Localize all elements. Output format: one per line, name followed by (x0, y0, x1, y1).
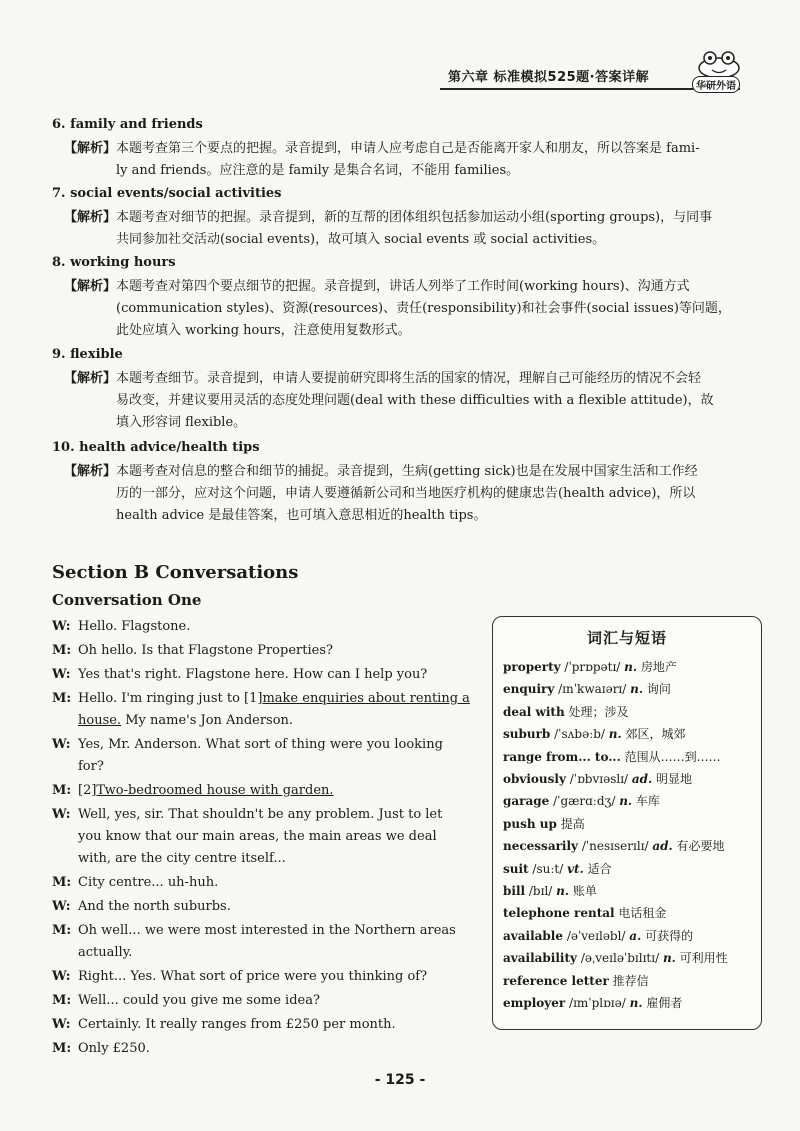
vocab-item (503, 835, 761, 857)
speaker: M: (52, 643, 72, 658)
dialogue-line (52, 804, 484, 870)
chapter-title: 第六章 标准模拟525题·答案详解 (448, 70, 650, 85)
answer-heading: 6. family and friends (52, 117, 203, 132)
vocab-phonetic: /bɪl/ (525, 884, 557, 899)
section-title: Section B Conversations (52, 562, 299, 583)
utterance: Certainly. It really ranges from £250 per month. (78, 1017, 396, 1032)
explanation-line: 历的一部分，应对这个问题，申请人要遵循新公司和当地医疗机构的健康忠告(health advice)，所以 (116, 486, 696, 501)
speaker: W: (52, 667, 71, 682)
dialogue-line (52, 734, 484, 778)
vocab-meaning: 可利用性 (675, 951, 728, 966)
utterance: Yes that's right. Flagstone here. How can I help you? (78, 667, 428, 682)
speaker: W: (52, 807, 71, 822)
answer-7 (52, 183, 712, 251)
explanation-line: ly and friends。应注意的是 family 是集合名词，不能用 families。 (116, 163, 520, 178)
vocab-word: available (503, 928, 563, 943)
frog-icon (690, 48, 748, 78)
vocab-word: telephone rental (503, 906, 615, 921)
answer-heading: 8. working hours (52, 255, 176, 270)
vocab-pos: n. (556, 884, 570, 899)
utterance: [2]Two-bedroomed house with garden. (78, 783, 334, 798)
answer-explanation (52, 138, 700, 182)
speaker: W: (52, 899, 71, 914)
dialogue-line (52, 1014, 484, 1036)
vocab-item (503, 858, 761, 880)
dialogue-line (52, 990, 484, 1012)
vocab-phonetic: /ˈnesɪserɪlɪ/ (578, 839, 653, 854)
vocab-word: suit (503, 861, 529, 876)
vocab-phonetic: /ˈgærɑːdʒ/ (549, 794, 620, 809)
vocab-item (503, 768, 761, 790)
answer-blank-2: Two-bedroomed house with garden. (96, 783, 334, 798)
vocab-phonetic: /ˈsʌbəːb/ (550, 727, 609, 742)
answer-explanation (52, 207, 712, 251)
answer-explanation (52, 368, 714, 434)
vocab-item (503, 813, 761, 835)
dialogue-line (52, 780, 484, 802)
vocab-phonetic: /ˈprɒpətɪ/ (560, 660, 625, 674)
vocab-pos: n. (608, 727, 622, 742)
utterance: City centre... uh-huh. (78, 875, 219, 890)
dialogue-line (52, 1038, 484, 1060)
answer-10 (52, 437, 698, 527)
utterance: Oh hello. Is that Flagstone Properties? (78, 643, 333, 658)
logo-text: 华研外语 (692, 76, 740, 93)
vocab-item (503, 656, 761, 678)
vocab-pos: n. (624, 660, 638, 674)
dialogue-line (52, 872, 484, 894)
vocab-meaning: 推荐信 (612, 973, 649, 988)
vocab-meaning: 提高 (560, 816, 585, 831)
speaker: W: (52, 969, 71, 984)
explanation-line: 本题考查细节。录音提到，申请人要提前研究即将生活的国家的情况，理解自己可能经历的情况不会轻 (116, 371, 702, 386)
answer-blank-1: make enquiries about renting a house. (78, 691, 470, 728)
vocab-item (503, 880, 761, 902)
utterance-text: My name's Jon Anderson. (121, 713, 294, 728)
explanation-line: 填入形容词 flexible。 (116, 415, 247, 430)
vocab-item (503, 970, 761, 992)
vocab-word: property (503, 660, 561, 674)
vocab-phonetic: /əˈveɪləbl/ (563, 928, 630, 943)
vocab-word: employer (503, 996, 566, 1011)
vocab-item (503, 790, 761, 812)
explanation-line: 此处应填入 working hours，注意使用复数形式。 (116, 323, 411, 338)
conversation-title: Conversation One (52, 591, 202, 609)
vocabulary-box (492, 616, 762, 1030)
vocab-meaning: 明显地 (652, 772, 693, 787)
vocab-pos: n. (629, 996, 643, 1011)
vocab-meaning: 郊区，城郊 (621, 727, 686, 742)
vocab-meaning: 询问 (643, 682, 671, 697)
speaker: M: (52, 691, 72, 706)
vocab-item (503, 723, 761, 745)
vocab-word: obviously (503, 772, 566, 787)
vocab-pos: ad. (631, 772, 653, 787)
vocab-phonetic: /ɪmˈplɒɪə/ (565, 996, 630, 1011)
speaker: M: (52, 993, 72, 1008)
explanation-line: 本题考查对细节的把握。录音提到，新的互帮的团体组织包括参加运动小组(sporting groups)，与同事 (116, 210, 713, 225)
speaker: M: (52, 783, 72, 798)
vocab-word: suburb (503, 727, 551, 742)
vocab-word: range from... to... (503, 749, 621, 764)
vocab-phonetic: /ɪnˈkwaɪərɪ/ (554, 682, 631, 697)
explanation-line: health advice 是最佳答案，也可填入意思相近的health tips。 (116, 508, 487, 523)
vocab-item (503, 678, 761, 700)
explanation-line: 易改变，并建议要用灵活的态度处理问题(deal with these difficulties with a flexible attitude)，故 (116, 393, 714, 408)
vocab-pos: n. (619, 794, 633, 809)
explanation-line: 本题考查对信息的整合和细节的捕捉。录音提到，生病(getting sick)也是在发展中国家生活和工作经 (116, 464, 698, 479)
vocab-item (503, 947, 761, 969)
vocab-item (503, 701, 761, 723)
vocab-meaning: 有必要地 (672, 839, 725, 854)
explanation-line: 共同参加社交活动(social events)，故可填入 social events 或 social activities。 (116, 232, 606, 247)
vocabulary-list (503, 656, 761, 1015)
page-number: - 125 - (374, 1072, 426, 1088)
explanation-tag: 【解析】 (64, 464, 117, 479)
vocab-meaning: 车库 (632, 794, 660, 809)
speaker: W: (52, 1017, 71, 1032)
vocab-meaning: 处理；涉及 (568, 704, 629, 719)
speaker: M: (52, 875, 72, 890)
speaker: M: (52, 1041, 72, 1056)
vocab-meaning: 适合 (583, 861, 612, 876)
utterance: And the north suburbs. (78, 899, 231, 914)
explanation-tag: 【解析】 (64, 371, 117, 386)
speaker: W: (52, 619, 71, 634)
vocab-item (503, 746, 761, 768)
answer-8 (52, 252, 731, 342)
vocab-phonetic: /əˌveɪləˈbɪlɪtɪ/ (577, 951, 663, 966)
speaker: M: (52, 923, 72, 938)
explanation-line: (communication styles)、资源(resources)、责任(responsibility)和社会事件(social issues)等问题， (116, 301, 731, 316)
vocab-word: availability (503, 951, 577, 966)
vocab-word: deal with (503, 704, 565, 719)
vocab-item (503, 902, 761, 924)
dialogue-line (52, 896, 484, 918)
dialogue-line (52, 664, 484, 686)
vocab-item (503, 925, 761, 947)
vocab-meaning: 雇佣者 (642, 996, 683, 1011)
dialogue-line (52, 616, 484, 638)
explanation-line: 本题考查第三个要点的把握。录音提到，申请人应考虑自己是否能离开家人和朋友，所以答案是 fami- (116, 141, 700, 156)
answer-heading: 9. flexible (52, 347, 123, 362)
vocab-phonetic: /ˈɒbvɪəslɪ/ (565, 772, 632, 787)
answer-heading: 7. social events/social activities (52, 186, 282, 201)
answer-explanation (52, 461, 698, 527)
explanation-line: 本题考查对第四个要点细节的把握。录音提到，讲话人列举了工作时间(working hours)、沟通方式 (116, 279, 690, 294)
utterance (78, 688, 484, 732)
answer-explanation (52, 276, 731, 342)
vocabulary-title: 词汇与短语 (586, 629, 667, 647)
explanation-tag: 【解析】 (64, 141, 117, 156)
vocab-pos: a. (629, 928, 642, 943)
utterance-text: Hello. I'm ringing just to [1] (78, 691, 263, 706)
answer-6 (52, 114, 700, 182)
vocab-meaning: 范围从……到…… (624, 749, 721, 764)
dialogue-line (52, 966, 484, 988)
answer-9 (52, 344, 714, 434)
dialogue (52, 616, 484, 1060)
publisher-logo (690, 48, 748, 94)
dialogue-line (52, 640, 484, 662)
utterance: Hello. Flagstone. (78, 619, 191, 634)
vocab-word: push up (503, 816, 557, 831)
vocab-item (503, 992, 761, 1014)
explanation-tag: 【解析】 (64, 279, 117, 294)
speaker: W: (52, 737, 71, 752)
dialogue-line (52, 920, 484, 964)
vocab-pos: n. (630, 682, 644, 697)
utterance: Yes, Mr. Anderson. What sort of thing were you looking for? (78, 737, 443, 774)
vocab-phonetic: /suːt/ (528, 861, 568, 876)
vocab-meaning: 账单 (569, 884, 597, 899)
utterance: Well... could you give me some idea? (78, 993, 320, 1008)
vocab-meaning: 房地产 (637, 660, 677, 674)
vocab-word: necessarily (503, 839, 578, 854)
vocab-pos: n. (662, 951, 676, 966)
utterance: Well, yes, sir. That shouldn't be any problem. Just to let you know that our main areas, the main areas we deal with, are the city centre itself... (78, 807, 443, 866)
vocab-word: reference letter (503, 973, 609, 988)
explanation-tag: 【解析】 (64, 210, 117, 225)
answer-heading: 10. health advice/health tips (52, 440, 260, 455)
utterance: Right... Yes. What sort of price were you thinking of? (78, 969, 428, 984)
vocab-meaning: 电话租金 (618, 906, 667, 921)
vocab-pos: vt. (567, 861, 584, 876)
vocab-pos: ad. (652, 839, 673, 854)
dialogue-line (52, 688, 484, 732)
vocab-word: enquiry (503, 682, 555, 697)
vocab-word: bill (503, 884, 526, 899)
utterance: Only £250. (78, 1041, 150, 1056)
utterance: Oh well... we were most interested in the Northern areas actually. (78, 923, 456, 960)
vocab-meaning: 可获得的 (641, 928, 694, 943)
vocab-word: garage (503, 794, 550, 809)
